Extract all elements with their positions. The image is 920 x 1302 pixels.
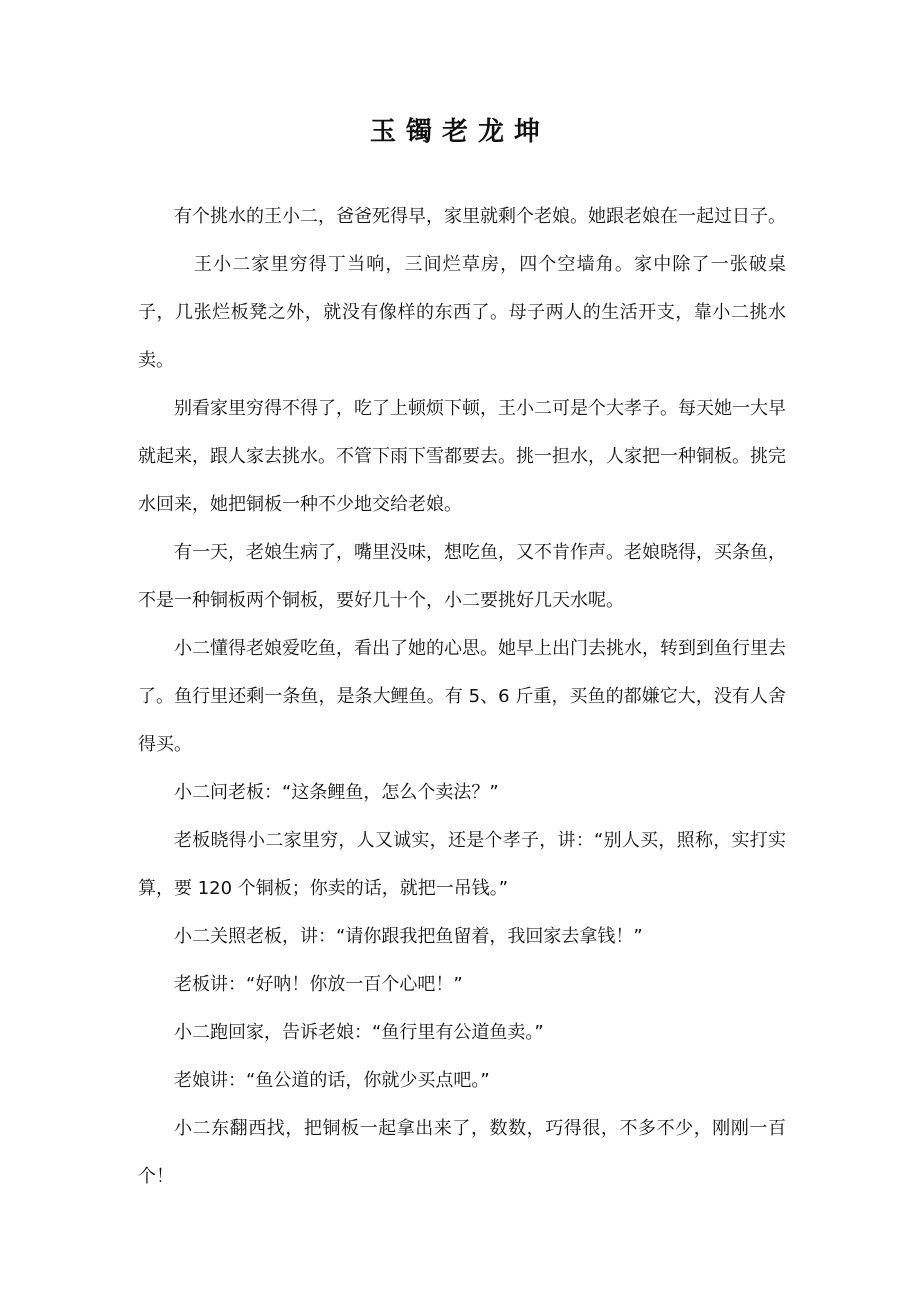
paragraph: 别看家里穷得不得了，吃了上顿烦下顿，王小二可是个大孝子。每天她一大早就起来，跟人家去挑水。不管下雨下雪都要去。挑一担水，人家把一种铜板。挑完水回来，她把铜板一种不少地交给老娘。 — [138, 398, 786, 515]
document-body — [138, 193, 786, 1201]
paragraph: 有一天，老娘生病了，嘴里没味，想吃鱼，又不肯作声。老娘晓得，买条鱼，不是一种铜板两个铜板，要好几十个，小二要挑好几天水呢。 — [138, 542, 786, 611]
paragraph: 小二问老板：“这条鲤鱼，怎么个卖法？” — [174, 782, 499, 803]
paragraph: 小二东翻西找，把铜板一起拿出来了，数数，巧得很，不多不少，刚刚一百个！ — [138, 1118, 786, 1187]
paragraph: 小二懂得老娘爱吃鱼，看出了她的心思。她早上出门去挑水，转到到鱼行里去了。鱼行里还剩一条鱼，是条大鲤鱼。有 5、6 斤重，买鱼的都嫌它大，没有人舍得买。 — [138, 638, 786, 755]
document-title: 玉镯老龙坤 — [369, 117, 550, 147]
paragraph: 小二关照老板，讲：“请你跟我把鱼留着，我回家去拿钱！” — [174, 926, 643, 947]
paragraph: 有个挑水的王小二，爸爸死得早，家里就剩个老娘。她跟老娘在一起过日子。 — [174, 206, 786, 227]
paragraph: 老娘讲：“鱼公道的话，你就少买点吧。” — [174, 1070, 490, 1091]
paragraph: 小二跑回家，告诉老娘：“鱼行里有公道鱼卖。” — [174, 1022, 544, 1043]
paragraph: 老板晓得小二家里穷，人又诚实，还是个孝子，讲：“别人买，照称，实打实算，要 120 个铜板；你卖的话，就把一吊钱。” — [138, 830, 786, 899]
paragraph: 老板讲：“好呐！你放一百个心吧！” — [174, 974, 463, 995]
paragraph: 王小二家里穷得丁当响，三间烂草房，四个空墙角。家中除了一张破桌子，几张烂板凳之外，就没有像样的东西了。母子两人的生活开支，靠小二挑水卖。 — [138, 254, 786, 371]
